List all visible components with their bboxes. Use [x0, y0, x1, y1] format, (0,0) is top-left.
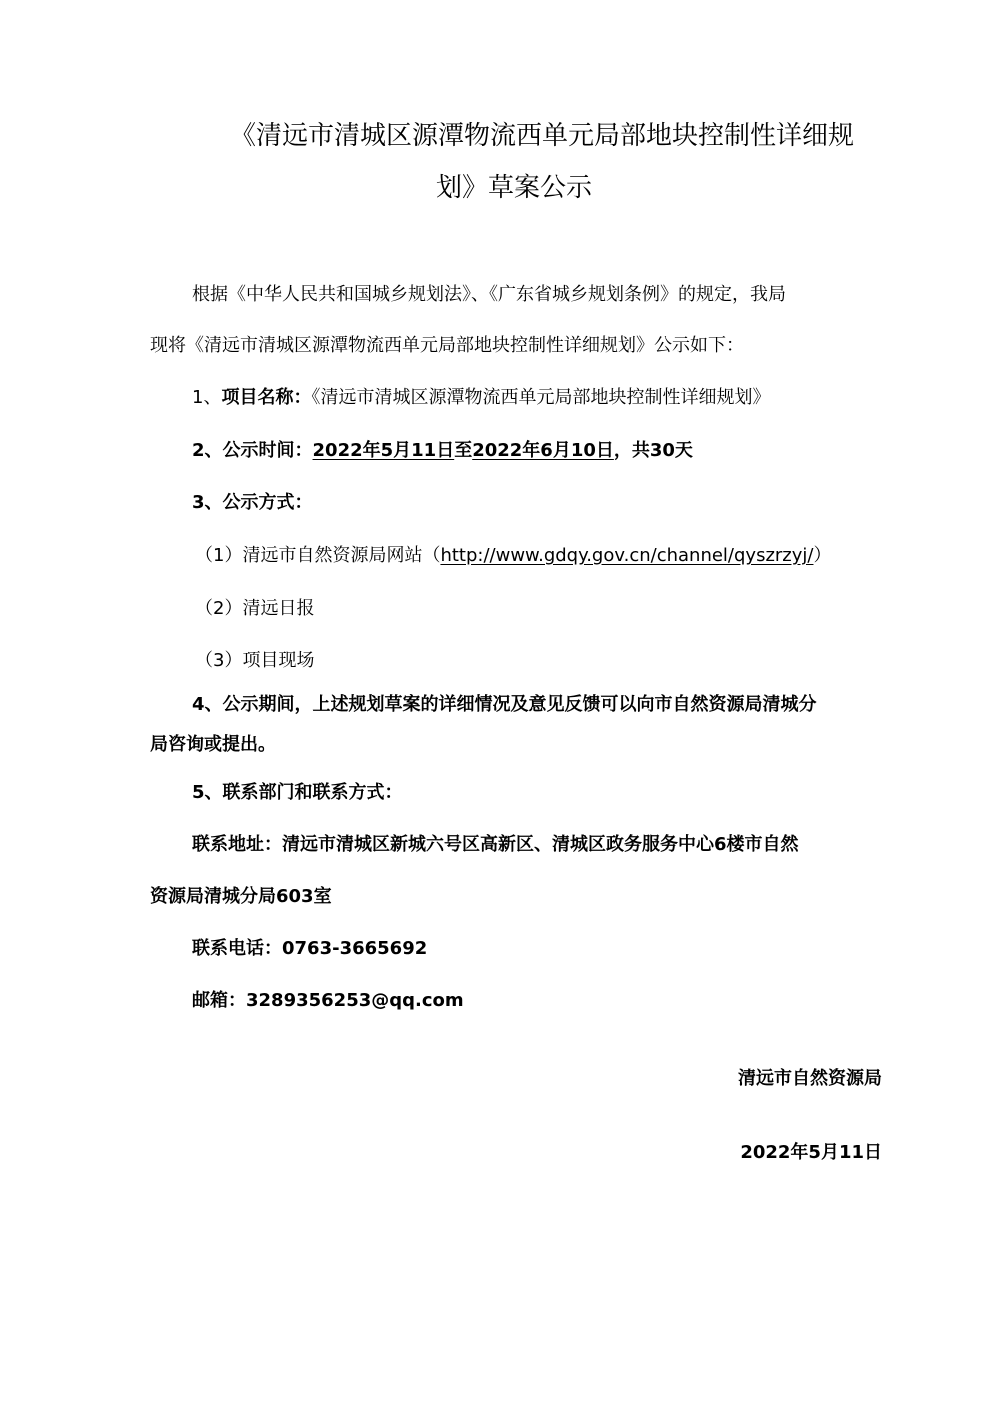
contact-address-line-2: 资源局清城分局603室 — [150, 886, 332, 907]
publicity-total-days: ，共30天 — [613, 440, 693, 461]
signature-date: 2022年5月11日 — [740, 1142, 882, 1163]
intro-line-2: 现将《清远市清城区源潭物流西单元局部地块控制性详细规划》公示如下： — [150, 335, 744, 356]
publicity-period-item — [192, 438, 693, 464]
method-site: （3）项目现场 — [195, 650, 315, 671]
signature-org: 清远市自然资源局 — [738, 1068, 882, 1089]
publicity-end-date: 2022年6月10日 — [472, 440, 614, 461]
publicity-method-label: 3、公示方式： — [192, 492, 313, 513]
contact-phone: 联系电话：0763-3665692 — [192, 938, 428, 959]
intro-line-1: 根据《中华人民共和国城乡规划法》、《广东省城乡规划条例》的规定，我局 — [192, 284, 786, 305]
method-website-close: ） — [813, 545, 832, 566]
method-website — [195, 543, 831, 569]
contact-email: 邮箱：3289356253@qq.com — [192, 990, 464, 1011]
item-number: 1、 — [192, 387, 222, 408]
website-link[interactable]: http://www.gdqy.gov.cn/channel/qyszrzyj/ — [440, 545, 814, 566]
project-name-label: 项目名称： — [221, 387, 312, 408]
contact-heading: 5、联系部门和联系方式： — [192, 782, 403, 803]
feedback-line-2: 局咨询或提出。 — [150, 734, 276, 755]
publicity-start-date: 2022年5月11日 — [312, 440, 455, 461]
publicity-period-label: 2、公示时间： — [192, 440, 313, 461]
page-title-line-2: 划》草案公示 — [436, 173, 593, 203]
method-website-text: （1）清远市自然资源局网站（ — [195, 545, 441, 566]
contact-address-line-1: 联系地址：清远市清城区新城六号区高新区、清城区政务服务中心6楼市自然 — [192, 834, 799, 855]
method-newspaper: （2）清远日报 — [195, 598, 315, 619]
feedback-line-1: 4、公示期间，上述规划草案的详细情况及意见反馈可以向市自然资源局清城分 — [192, 694, 817, 715]
page-title-line-1: 《清远市清城区源潭物流西单元局部地块控制性详细规 — [230, 121, 855, 151]
publicity-to: 至 — [454, 440, 473, 461]
project-name-item — [192, 385, 770, 411]
project-name-value: 《清远市清城区源潭物流西单元局部地块控制性详细规划》 — [311, 387, 771, 408]
